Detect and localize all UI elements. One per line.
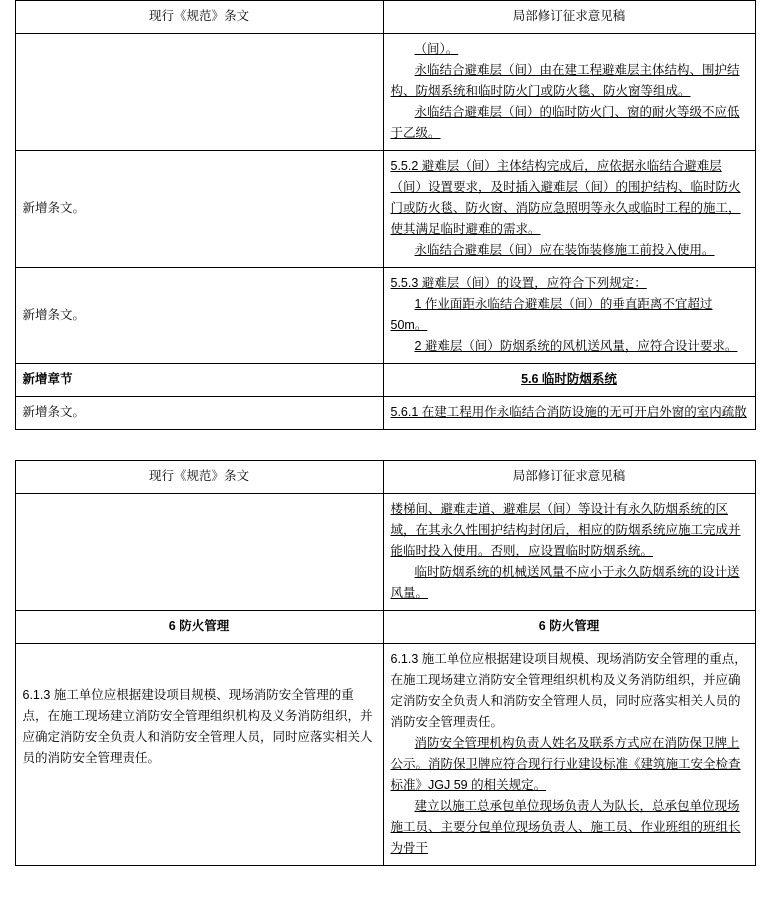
cell-current: 新增条文。 <box>15 268 383 364</box>
table-row <box>15 34 755 151</box>
cell-current <box>15 34 383 151</box>
page-break-gap <box>0 430 770 460</box>
comparison-table-2 <box>15 460 756 866</box>
revised-line: 2 避难层（间）防烟系统的风机送风量，应符合设计要求。 <box>414 339 738 353</box>
cell-current-chapter: 6 防火管理 <box>15 611 383 644</box>
table-row <box>15 494 755 611</box>
table-row-section <box>15 364 755 397</box>
cell-revised <box>383 397 755 430</box>
header-cell-current: 现行《规范》条文 <box>15 1 383 34</box>
revised-line: 楼梯间、避难走道、避难层（间）等设计有永久防烟系统的区域，在其永久性围护结构封闭后，相应的防烟系统应施工完成并能临时投入使用。否则，应设置临时防烟系统。 <box>390 502 741 558</box>
table-row <box>15 268 755 364</box>
cell-current: 新增条文。 <box>15 151 383 268</box>
revised-line: 永临结合避难层（间）由在建工程避难层主体结构、围护结构、防烟系统和临时防火门或防火毯、防火窗等组成。 <box>390 63 740 98</box>
cell-revised-chapter: 6 防火管理 <box>383 611 755 644</box>
cell-revised <box>383 644 755 866</box>
revised-line: 5.6.1 在建工程用作永临结合消防设施的无可开启外窗的室内疏散 <box>390 405 747 419</box>
cell-current: 新增章节 <box>15 364 383 397</box>
cell-revised <box>383 151 755 268</box>
table-row <box>15 397 755 430</box>
table-header-row <box>15 461 755 494</box>
table-row <box>15 151 755 268</box>
revised-line: 6.1.3 施工单位应根据建设项目规模、现场消防安全管理的重点，在施工现场建立消防安全管理组织机构及义务消防组织，并应确定消防安全负责人和消防安全管理人员，同时应落实相关人员的消防安全管理责任。 <box>390 652 747 729</box>
header-cell-revised: 局部修订征求意见稿 <box>383 461 755 494</box>
current-line: 6.1.3 施工单位应根据建设项目规模、现场消防安全管理的重点，在施工现场建立消防安全管理组织机构及义务消防组织，并应确定消防安全负责人和消防安全管理人员，同时应落实相关人员的消防安全管理责任。 <box>22 688 373 765</box>
table-row <box>15 644 755 866</box>
table-row-chapter <box>15 611 755 644</box>
table-header-row <box>15 1 755 34</box>
cell-revised <box>383 494 755 611</box>
revised-line: 消防安全管理机构负责人姓名及联系方式应在消防保卫牌上公示。消防保卫牌应符合现行行业建设标准《建筑施工安全检查标准》JGJ 59 的相关规定。 <box>390 736 741 792</box>
cell-revised-section: 5.6 临时防烟系统 <box>383 364 755 397</box>
cell-revised <box>383 268 755 364</box>
revised-line: 1 作业面距永临结合避难层（间）的垂直距离不宜超过 50m。 <box>390 297 713 332</box>
revised-line: 5.5.2 避难层（间）主体结构完成后，应依据永临结合避难层（间）设置要求，及时插入避难层（间）的围护结构、临时防火门或防火毯、防火窗、消防应急照明等永久或临时工程的施工，使其满足临时避难的需求。 <box>390 159 741 236</box>
revised-line: 永临结合避难层（间）应在装饰装修施工前投入使用。 <box>414 243 715 257</box>
revised-line: 5.5.3 避难层（间）的设置，应符合下列规定： <box>390 276 647 290</box>
header-cell-revised: 局部修订征求意见稿 <box>383 1 755 34</box>
header-cell-current: 现行《规范》条文 <box>15 461 383 494</box>
cell-revised <box>383 34 755 151</box>
cell-current <box>15 494 383 611</box>
revised-line: 永临结合避难层（间）的临时防火门、窗的耐火等级不应低于乙级。 <box>390 105 740 140</box>
comparison-table-1 <box>15 0 756 430</box>
cell-current <box>15 644 383 866</box>
cell-current: 新增条文。 <box>15 397 383 430</box>
revised-line: 建立以施工总承包单位现场负责人为队长，总承包单位现场施工员、主要分包单位现场负责人、施工员、作业班组的班组长为骨干 <box>390 799 741 855</box>
revised-line: 临时防烟系统的机械送风量不应小于永久防烟系统的设计送风量。 <box>390 565 740 600</box>
revised-line: （间）。 <box>414 42 459 56</box>
